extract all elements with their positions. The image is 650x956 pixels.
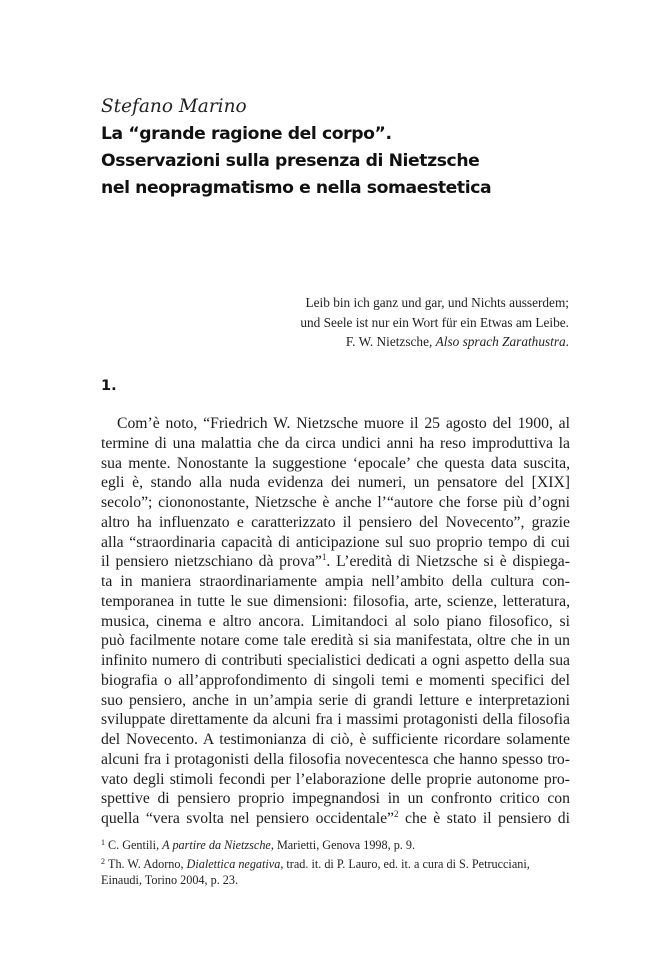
body-line [101, 809, 570, 829]
footnotes [101, 835, 570, 889]
epigraph-source [250, 332, 569, 352]
body-line: infinito numero di contributi specialistici dedicati a ogni aspetto della sua [101, 652, 570, 669]
body-paragraph [101, 414, 570, 829]
footnote-ref-2[interactable]: 2 [394, 809, 399, 819]
body-line: egli è, stando alla nuda evidenza dei numeri, un pensatore del [XIX] [101, 474, 570, 492]
body-line: temporanea in tutte le sue dimensioni: filosofia, arte, scienze, letteratura, [101, 592, 570, 610]
body-line: secolo”; ciononostante, Nietzsche è anche l’“autore che forse più d’ogni [101, 494, 570, 511]
body-line-part: che è stato il pensiero di [398, 810, 570, 827]
epigraph [250, 293, 569, 352]
body-line: sua mente. Nonostante la suggestione ‘epocale’ che questa data suscita, [101, 454, 570, 472]
footnote-text: Th. W. Adorno, [108, 856, 187, 871]
epigraph-line-2: und Seele ist nur ein Wort für ein Etwas am Leibe. [300, 314, 569, 330]
body-line: alcuni fra i protagonisti della filosofia novecentesca che hanno spesso tro- [101, 750, 570, 768]
epigraph-line-1: Leib bin ich ganz und gar, und Nichts ausserdem; [305, 295, 569, 310]
footnote-number: 1 [101, 838, 105, 847]
footnote-ref-1[interactable]: 1 [321, 552, 327, 563]
footnote-number: 2 [101, 856, 105, 866]
footnote-text: C. Gentili, [108, 838, 163, 852]
body-line: vato degli stimoli fecondi per l’elaborazione delle proprie autonome pro- [101, 770, 570, 788]
footnote-2-continuation: Einaudi, Torino 2004, p. 23. [101, 873, 239, 888]
body-line: può facilmente notare come tale eredità si sia manifestata, oltre che in un [101, 632, 570, 650]
body-line: altro ha influenzato e caratterizzato il pensiero del Novecento”, grazie [101, 513, 570, 531]
footnote-text: , trad. it. di P. Lauro, ed. it. a cura di S. Petrucciani, [280, 856, 530, 871]
chapter-title-line-2: Osservazioni sulla presenza di Nietzsche [101, 151, 480, 171]
chapter-title-line-1: La “grande ragione del corpo”. [101, 124, 392, 144]
body-line: termine di una malattia che da circa undici anni ha reso improduttiva la [101, 434, 570, 452]
body-line: alla “straordinaria capacità di anticipazione sul suo proprio tempo di cui [101, 533, 570, 551]
body-line: ta in maniera straordinariamente ampia nell’ambito della cultura con- [101, 573, 570, 590]
footnote-1 [101, 835, 570, 854]
body-line-part: quella “vera svolta nel pensiero occidentale” [101, 810, 395, 827]
body-line: suo pensiero, anche in un’ampia serie di grandi letture e interpretazioni [101, 691, 570, 709]
epigraph-source-title: Also sprach Zarathustra [435, 334, 566, 350]
body-line: Com’è noto, “Friedrich W. Nietzsche muore il 25 agosto del 1900, al [117, 415, 570, 432]
section-number: 1. [101, 378, 117, 394]
author-name: Stefano Marino [101, 96, 247, 117]
footnote-2 [101, 854, 570, 873]
footnote-book-title: Dialettica negativa [186, 856, 281, 871]
epigraph-source-author: F. W. Nietzsche, [345, 334, 436, 350]
body-line-part: . L’eredità di Nietzsche si è dispiega- [326, 553, 570, 571]
chapter-title-line-3: nel neopragmatismo e nella somaestetica [101, 178, 492, 198]
body-line [101, 552, 570, 572]
epigraph-source-end: . [565, 334, 569, 350]
footnote-text: , Marietti, Genova 1998, p. 9. [270, 838, 416, 852]
body-line: musica, cinema e altro ancora. Limitandoci al solo piano filosofico, si [101, 612, 570, 630]
body-line: sviluppate direttamente da alcuni fra i massimi protagonisti della filosofia [101, 711, 570, 729]
body-line: spettive di pensiero proprio impegnandosi in un confronto critico con [101, 790, 570, 808]
body-line-part: il pensiero nietzschiano dà prova” [101, 553, 322, 571]
footnote-book-title: A partire da Nietzsche [162, 838, 271, 852]
body-line: del Novecento. A testimonianza di ciò, è sufficiente ricordare solamente [101, 731, 570, 748]
body-line: biografia o all’approfondimento di singoli temi e momenti specifici del [101, 671, 570, 689]
